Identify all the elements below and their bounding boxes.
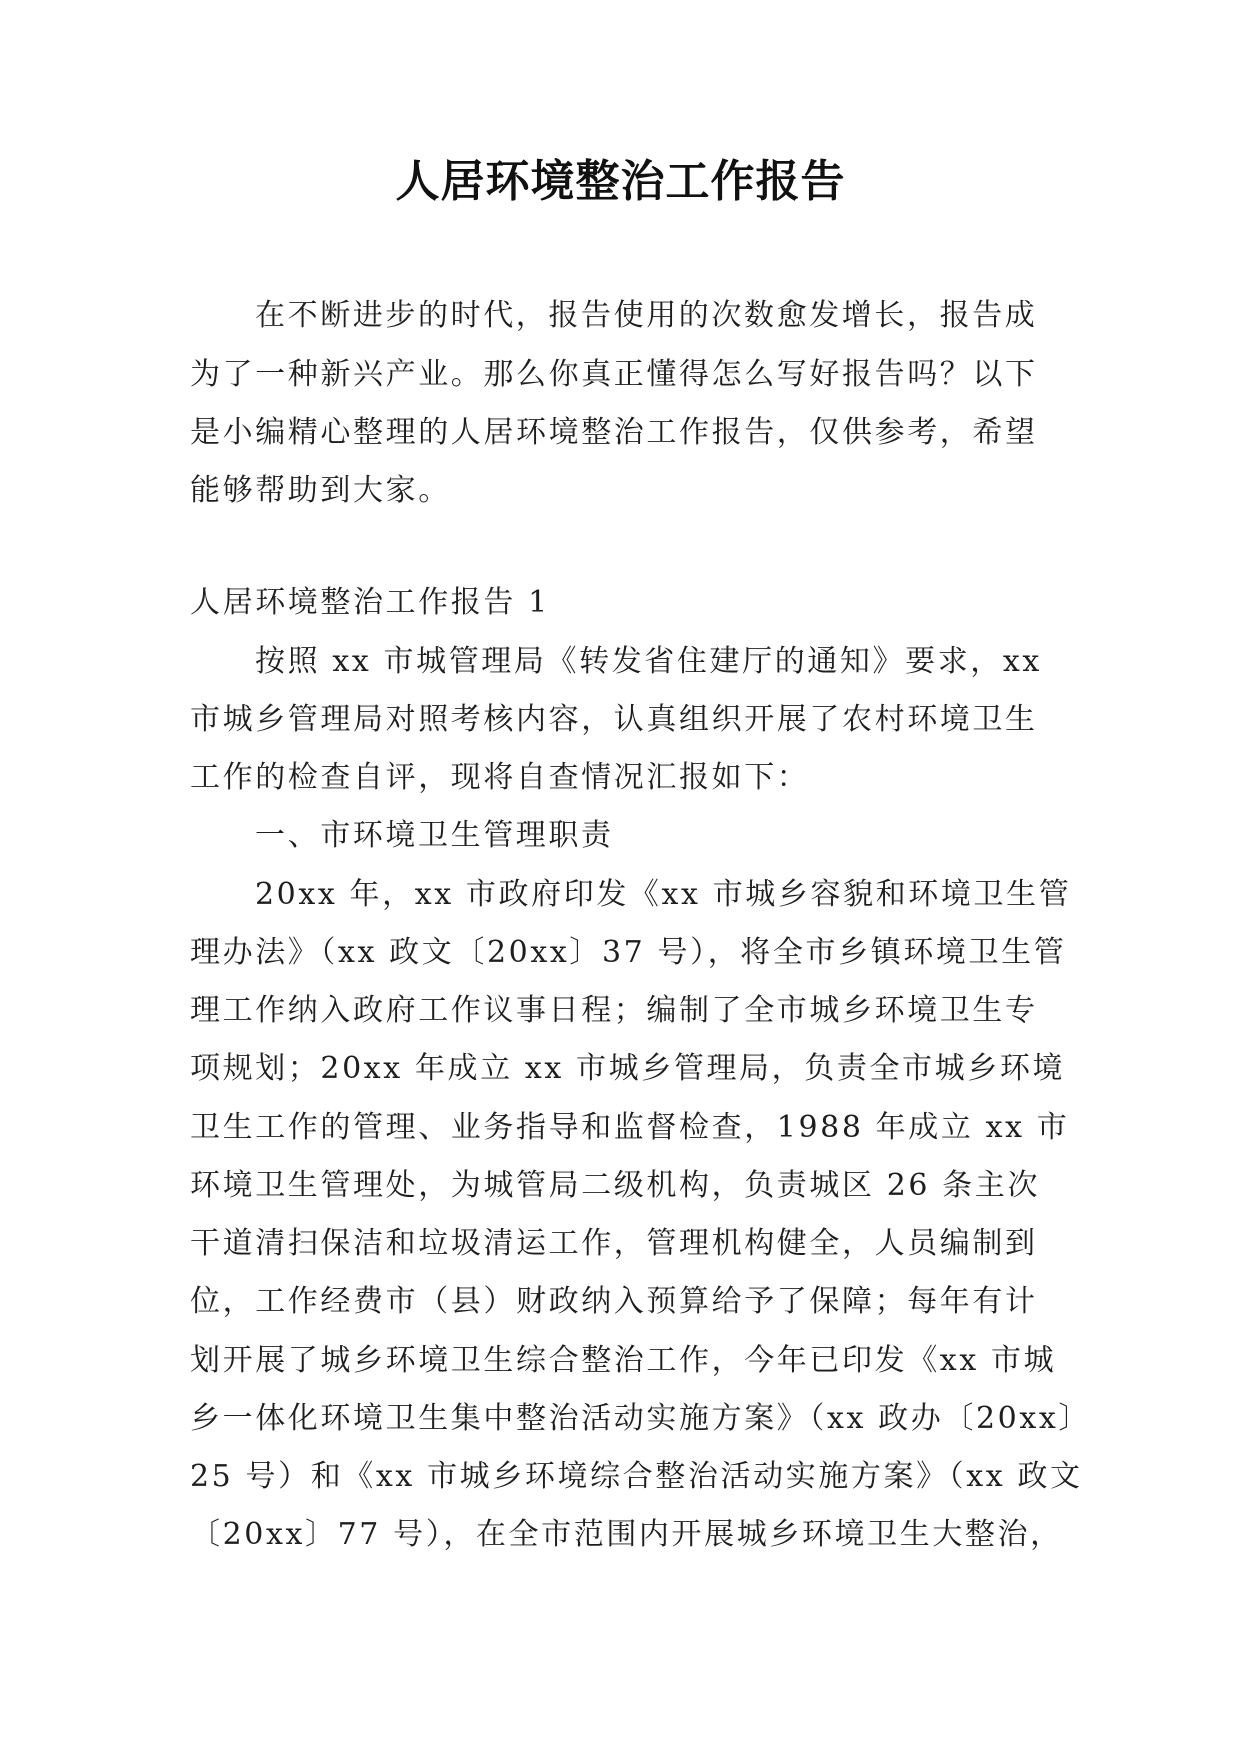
paragraph-line: 20xx 年，xx 市政府印发《xx 市城乡容貌和环境卫生管: [255, 877, 1072, 912]
paragraph-line: 环境卫生管理处，为城管局二级机构，负责城区 26 条主次: [190, 1168, 1041, 1203]
paragraph-line: 市城乡管理局对照考核内容，认真组织开展了农村环境卫生: [190, 702, 1038, 737]
paragraph-line: 理工作纳入政府工作议事日程；编制了全市城乡环境卫生专: [190, 993, 1038, 1028]
paragraph-line: 卫生工作的管理、业务指导和监督检查，1988 年成立 xx 市: [190, 1110, 1070, 1145]
intro-line: 是小编精心整理的人居环境整治工作报告，仅供参考，希望: [190, 415, 1038, 450]
paragraph-line: 乡一体化环境卫生集中整治活动实施方案》（xx 政办〔20xx〕: [190, 1401, 1091, 1436]
intro-line: 在不断进步的时代，报告使用的次数愈发增长，报告成: [255, 298, 1038, 333]
paragraph-line: 位，工作经费市（县）财政纳入预算给予了保障；每年有计: [190, 1284, 1038, 1319]
paragraph-line: 理办法》（xx 政文〔20xx〕37 号），将全市乡镇环境卫生管: [190, 935, 1067, 970]
paragraph-line: 25 号）和《xx 市城乡环境综合整治活动实施方案》（xx 政文: [190, 1459, 1083, 1494]
paragraph-line: 按照 xx 市城管理局《转发省住建厅的通知》要求，xx: [255, 644, 1042, 679]
intro-line: 能够帮助到大家。: [190, 473, 451, 508]
paragraph-line: 干道清扫保洁和垃圾清运工作，管理机构健全，人员编制到: [190, 1226, 1038, 1261]
document-title: 人居环境整治工作报告: [395, 156, 846, 207]
paragraph-line: 〔20xx〕77 号），在全市范围内开展城乡环境卫生大整治，: [190, 1517, 1063, 1552]
intro-line: 为了一种新兴产业。那么你真正懂得怎么写好报告吗？以下: [190, 357, 1038, 392]
paragraph-line: 划开展了城乡环境卫生综合整治工作，今年已印发《xx 市城: [190, 1343, 1057, 1378]
subheading: 一、市环境卫生管理职责: [255, 818, 614, 853]
section-heading: 人居环境整治工作报告 1: [190, 585, 550, 620]
paragraph-line: 项规划；20xx 年成立 xx 市城乡管理局，负责全市城乡环境: [190, 1051, 1066, 1086]
paragraph-line: 工作的检查自评，现将自查情况汇报如下：: [190, 760, 810, 795]
